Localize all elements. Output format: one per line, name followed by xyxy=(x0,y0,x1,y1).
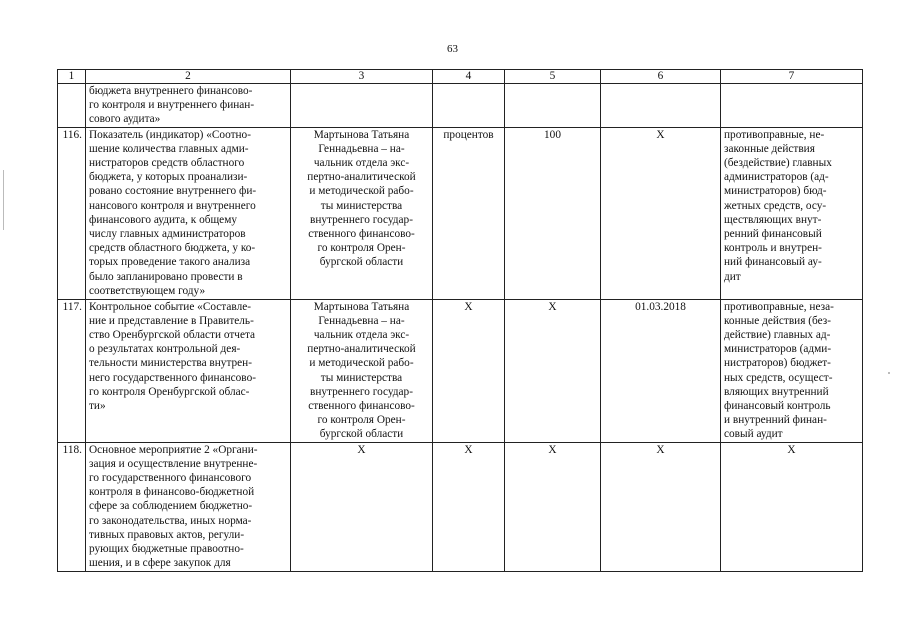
row-date xyxy=(601,84,721,128)
row-responsible xyxy=(291,84,433,128)
row-name: бюджета внутреннего финансово- го контроля и внутреннего финан- сового аудита» xyxy=(86,84,291,128)
table-row-117 xyxy=(58,299,863,442)
table-row-118 xyxy=(58,442,863,571)
row-number: 118. xyxy=(58,442,86,571)
row-value: 100 xyxy=(505,127,601,299)
column-header-6: 6 xyxy=(601,70,721,84)
column-header-2: 2 xyxy=(86,70,291,84)
row-date: Х xyxy=(601,127,721,299)
column-header-1: 1 xyxy=(58,70,86,84)
column-header-5: 5 xyxy=(505,70,601,84)
row-unit: Х xyxy=(433,442,505,571)
row-responsible: Мартынова Татьяна Геннадьевна – на- чальник отдела экс- пертно-аналитической и методической рабо- ты министерства внутреннего государ- ственного финансово- го контроля Орен- бургской области xyxy=(291,127,433,299)
scan-artifact-right xyxy=(888,372,890,374)
row-number xyxy=(58,84,86,128)
column-header-3: 3 xyxy=(291,70,433,84)
row-value xyxy=(505,84,601,128)
row-risks xyxy=(721,84,863,128)
row-name: Основное мероприятие 2 «Органи- зация и осуществление внутренне- го государственного финансового контроля в финансово-бюджетной сфере за соблюдением бюджетно- го законодательства, иных норма- тивных правовых актов, регули- рующих бюджетные правоотно- шения, и в сфере закупок для xyxy=(86,442,291,571)
plan-table xyxy=(57,69,863,572)
row-unit xyxy=(433,84,505,128)
table-row-116 xyxy=(58,127,863,299)
row-risks: Х xyxy=(721,442,863,571)
row-value: Х xyxy=(505,299,601,442)
row-name: Контрольное событие «Составле- ние и представление в Правитель- ство Оренбургской области отчета о результатах контрольной дея- тельности министерства внутрен- него государственного финансово- го контроля Оренбургской облас- ти» xyxy=(86,299,291,442)
column-header-4: 4 xyxy=(433,70,505,84)
row-number: 117. xyxy=(58,299,86,442)
table-row-continuation xyxy=(58,84,863,128)
row-unit: процентов xyxy=(433,127,505,299)
page-number: 63 xyxy=(447,43,458,55)
row-value: Х xyxy=(505,442,601,571)
row-unit: Х xyxy=(433,299,505,442)
row-date: 01.03.2018 xyxy=(601,299,721,442)
row-date: Х xyxy=(601,442,721,571)
scan-artifact-left xyxy=(3,170,4,230)
row-risks: противоправные, не- законные действия (бездействие) главных администраторов (ад- министраторов) бюд- жетных средств, осу- ществляющих внут- ренний финансовый контроль и внутрен- ний финансовый ау- дит xyxy=(721,127,863,299)
column-header-7: 7 xyxy=(721,70,863,84)
row-name: Показатель (индикатор) «Соотно- шение количества главных адми- нистраторов средств областного бюджета, у которых проанализи- ровано состояние внутреннего фи- нансового контроля и внутреннего финансового аудита, к общему числу главных администраторов средств областного бюджета, у ко- торых проведение такого анализа было запланировано провести в соответствующем году» xyxy=(86,127,291,299)
column-header-row xyxy=(58,70,863,84)
row-risks: противоправные, неза- конные действия (без- действие) главных ад- министраторов (адми- нистраторов) бюджет- ных средств, осущест- вляющих внутренний финансовый контроль и внутренний финан- совый аудит xyxy=(721,299,863,442)
row-responsible: Х xyxy=(291,442,433,571)
row-responsible: Мартынова Татьяна Геннадьевна – на- чальник отдела экс- пертно-аналитической и методической рабо- ты министерства внутреннего государ- ственного финансово- го контроля Орен- бургской области xyxy=(291,299,433,442)
row-number: 116. xyxy=(58,127,86,299)
